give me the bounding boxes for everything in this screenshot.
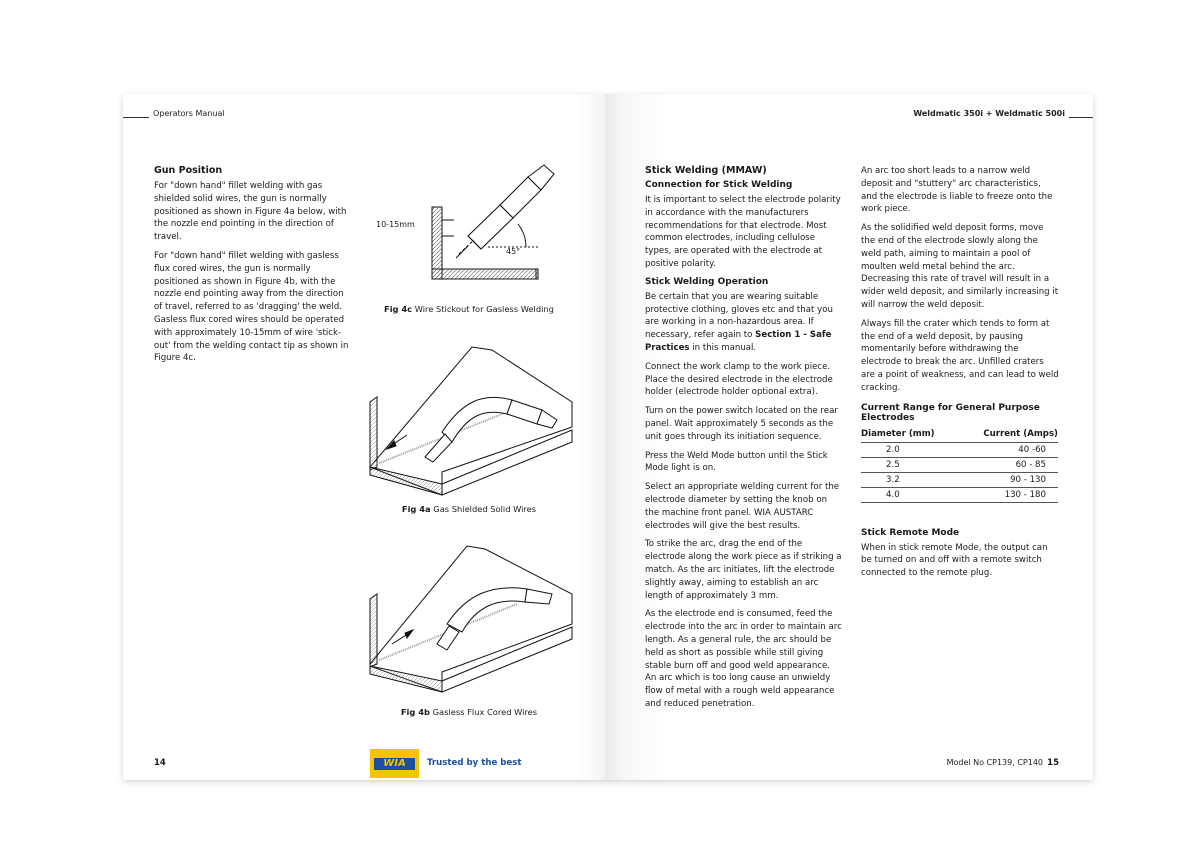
gun-position-para-1: For "down hand" fillet welding with gas shielded solid wires, the gun is normally positioned as shown in Figure 4a below, with the nozzle end pointing in the direction of travel. <box>154 181 347 243</box>
right-column-2 <box>861 165 1059 586</box>
fig4c-dimension-label: 10-15mm <box>376 220 415 229</box>
right-page <box>605 94 1093 780</box>
table-row <box>861 457 1058 472</box>
fig4b-caption <box>363 707 575 717</box>
fig4a-caption <box>363 504 575 514</box>
wia-logo-text: WIA <box>374 758 415 770</box>
table-cell-current: 130 - 180 <box>959 487 1058 502</box>
header-rule-left <box>123 117 149 118</box>
table-cell-current: 40 -60 <box>959 442 1058 457</box>
table-row <box>861 472 1058 487</box>
operation-para-1-c: in this manual. <box>689 342 757 353</box>
wia-logo <box>370 749 419 778</box>
fig4b-caption-text: Gasless Flux Cored Wires <box>432 707 538 717</box>
fig4a-caption-text: Gas Shielded Solid Wires <box>433 504 537 514</box>
fig4c-caption <box>363 304 575 314</box>
fig4c-label: Fig 4c <box>384 304 413 314</box>
fig4b-diagram <box>367 544 577 699</box>
operation-para-4: Press the Weld Mode button until the Stick Mode light is on. <box>645 450 828 474</box>
stick-welding-heading: Stick Welding (MMAW) <box>645 165 767 176</box>
col2-para-1: An arc too short leads to a narrow weld deposit and "stuttery" arc characteristics, and the electrode is liable to freeze onto the work piece. <box>861 166 1053 215</box>
header-rule-right <box>1069 117 1093 118</box>
right-header: Weldmatic 350i + Weldmatic 500i <box>913 109 1065 118</box>
remote-heading: Stick Remote Mode <box>861 527 960 538</box>
operation-para-7: As the electrode end is consumed, feed the electrode into the arc in order to maintain arc length. As a general rule, the arc should be held as short as possible while still giving stable burn off and good weld appearance. An arc which is too long cause an unwieldy flow of metal with a rough weld appearance and reduced penetration. <box>645 609 842 709</box>
operation-para-5: Select an appropriate welding current for the electrode diameter by setting the knob on the machine front panel. WIA AUSTARC electrodes will give the best results. <box>645 482 840 531</box>
operation-heading: Stick Welding Operation <box>645 276 769 287</box>
stick-welding-column <box>645 165 843 717</box>
manual-spread <box>123 94 1093 780</box>
table-cell-diameter: 2.0 <box>861 442 959 457</box>
left-page <box>123 94 605 780</box>
connection-para: It is important to select the electrode polarity in accordance with the manufacturers recommendations for that electrode. Most common electrodes, including cellulose types, are operated with the electrode at positive polarity. <box>645 195 841 269</box>
gun-position-heading: Gun Position <box>154 165 223 176</box>
operation-para-6: To strike the arc, drag the end of the electrode along the work piece as if striking a match. As the arc initiates, lift the electrode slightly away, aiming to establish an arc length of approximately 3 mm. <box>645 539 842 601</box>
operation-para-1 <box>645 291 843 355</box>
col2-para-2: As the solidified weld deposit forms, move the end of the electrode slowly along the weld path, aiming to maintain a pool of moulten weld metal behind the arc. Decreasing this rate of travel will result in a wider weld deposit, and similarly increasing it will narrow the weld deposit. <box>861 223 1059 310</box>
operation-para-2: Connect the work clamp to the work piece. Place the desired electrode in the electrode holder (electrode holder optional extra). <box>645 361 833 398</box>
operation-para-3: Turn on the power switch located on the rear panel. Wait approximately 5 seconds as the unit goes through its initiation sequence. <box>645 406 838 442</box>
fig4a-diagram <box>367 342 577 497</box>
safe-practices-ref: Section 1 - Safe Practices <box>645 330 832 353</box>
operation-para-1-a: Be certain that you are wearing suitable protective clothing, gloves etc and that you are working in a non-hazardous area. If necessary, refer again to <box>645 291 833 341</box>
fig4c-caption-text: Wire Stickout for Gasless Welding <box>414 304 554 314</box>
tagline: Trusted by the best <box>427 758 522 768</box>
table-cell-current: 60 - 85 <box>959 457 1058 472</box>
fig4a-label: Fig 4a <box>401 504 431 514</box>
table-cell-diameter: 2.5 <box>861 457 959 472</box>
table-row <box>861 442 1058 457</box>
col2-para-3: Always fill the crater which tends to form at the end of a weld deposit, by pausing momentarily before withdrawing the electrode to break the arc. Unfilled craters are a point of weakness, and can lead to weld cracking. <box>861 318 1059 393</box>
gun-position-para-2: For "down hand" fillet welding with gasless flux cored wires, the gun is normally positioned as shown in Figure 4b, with the nozzle end pointing away from the direction of travel, referred to as 'dragging' the weld. Gasless flux cored wires should be operated with approximately 10-15mm of wire 'stick-out' from the welding contact tip as shown in Figure 4c. <box>154 250 349 364</box>
connection-heading: Connection for Stick Welding <box>645 180 793 190</box>
table-cell-diameter: 3.2 <box>861 472 959 487</box>
table-header-current: Current (Amps) <box>959 427 1058 443</box>
remote-para: When in stick remote Mode, the output can be turned on and off with a remote switch connected to the remote plug. <box>861 542 1048 579</box>
fig4c-angle-label: 45° <box>506 247 521 256</box>
table-cell-current: 90 - 130 <box>959 472 1058 487</box>
left-header: Operators Manual <box>153 109 225 118</box>
model-number: Model No CP139, CP140 <box>946 758 1043 767</box>
table-cell-diameter: 4.0 <box>861 487 959 502</box>
current-range-table <box>861 427 1058 503</box>
fig4b-label: Fig 4b <box>400 707 430 717</box>
table-row <box>861 487 1058 502</box>
table-heading: Current Range for General Purpose Electrodes <box>861 402 1040 423</box>
gun-position-section <box>154 165 352 371</box>
right-page-number: 15 <box>1047 758 1059 768</box>
left-page-number: 14 <box>154 758 166 768</box>
table-header-diameter: Diameter (mm) <box>861 427 959 443</box>
